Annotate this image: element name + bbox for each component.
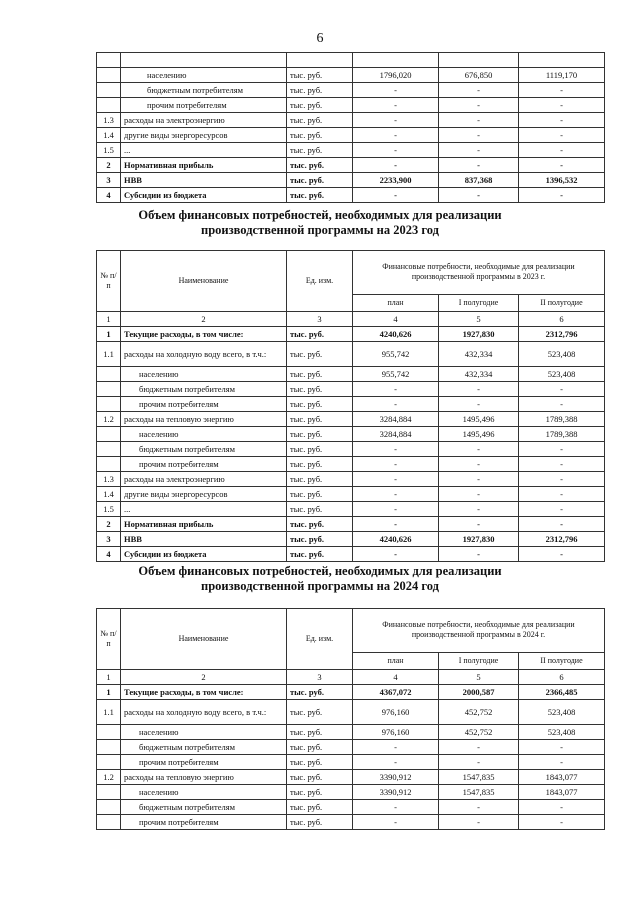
row-number-cell: 3 xyxy=(97,532,121,547)
row-half1-cell: 1495,496 xyxy=(439,427,519,442)
index-cell: 5 xyxy=(439,670,519,685)
row-half1-cell: 432,334 xyxy=(439,367,519,382)
row-number-cell xyxy=(97,755,121,770)
row-name-cell: прочим потребителям xyxy=(121,397,287,412)
row-unit-cell: тыс. руб. xyxy=(287,502,353,517)
row-number-cell xyxy=(97,442,121,457)
table-row xyxy=(97,158,605,173)
row-unit-cell: тыс. руб. xyxy=(287,83,353,98)
row-number-cell: 1.3 xyxy=(97,113,121,128)
row-number-cell: 1.5 xyxy=(97,143,121,158)
row-plan-cell: 4240,626 xyxy=(353,532,439,547)
row-name-cell: Текущие расходы, в том числе: xyxy=(121,685,287,700)
table-row xyxy=(97,547,605,562)
table-row xyxy=(97,457,605,472)
table-row xyxy=(97,502,605,517)
row-unit-cell: тыс. руб. xyxy=(287,412,353,427)
row-half2-cell: - xyxy=(519,397,605,412)
row-half1-cell: - xyxy=(439,188,519,203)
table-row xyxy=(97,342,605,367)
row-name-cell: прочим потребителям xyxy=(121,815,287,830)
row-number-cell: 2 xyxy=(97,158,121,173)
row-unit-cell: тыс. руб. xyxy=(287,770,353,785)
row-half2-cell: 2312,796 xyxy=(519,532,605,547)
row-half2-cell: 1843,077 xyxy=(519,770,605,785)
row-number-cell xyxy=(97,725,121,740)
row-plan-cell: - xyxy=(353,98,439,113)
row-plan-cell: 4240,626 xyxy=(353,327,439,342)
table-row xyxy=(97,427,605,442)
row-name-cell: расходы на тепловую энергию xyxy=(121,412,287,427)
row-half1-cell: 1495,496 xyxy=(439,412,519,427)
row-number-cell: 1 xyxy=(97,327,121,342)
row-name-cell: прочим потребителям xyxy=(121,98,287,113)
row-half1-cell: - xyxy=(439,397,519,412)
row-half1-cell: - xyxy=(439,382,519,397)
row-plan-cell: - xyxy=(353,547,439,562)
row-number-cell xyxy=(97,83,121,98)
index-cell: 4 xyxy=(353,312,439,327)
row-unit-cell: тыс. руб. xyxy=(287,785,353,800)
row-half2-cell: 1119,170 xyxy=(519,68,605,83)
row-number-cell: 3 xyxy=(97,173,121,188)
row-half2-cell: 523,408 xyxy=(519,700,605,725)
row-plan-cell: - xyxy=(353,397,439,412)
row-plan-cell: 4367,072 xyxy=(353,685,439,700)
row-name-cell: населению xyxy=(121,367,287,382)
row-name-cell: населению xyxy=(121,68,287,83)
row-unit-cell: тыс. руб. xyxy=(287,800,353,815)
row-number-cell: 1.5 xyxy=(97,502,121,517)
index-cell: 4 xyxy=(353,670,439,685)
row-unit-cell: тыс. руб. xyxy=(287,815,353,830)
row-name-cell: Нормативная прибыль xyxy=(121,158,287,173)
row-name-cell: бюджетным потребителям xyxy=(121,382,287,397)
row-half2-cell: - xyxy=(519,457,605,472)
row-half2-cell: - xyxy=(519,113,605,128)
row-plan-cell: - xyxy=(353,128,439,143)
row-half1-cell: - xyxy=(439,113,519,128)
index-cell: 6 xyxy=(519,312,605,327)
row-name-cell: прочим потребителям xyxy=(121,457,287,472)
row-name-cell: другие виды энергоресурсов xyxy=(121,128,287,143)
row-half1-cell: - xyxy=(439,472,519,487)
row-plan-cell: - xyxy=(353,83,439,98)
table-row xyxy=(97,472,605,487)
table-row xyxy=(97,755,605,770)
table-row xyxy=(97,397,605,412)
row-name-cell: бюджетным потребителям xyxy=(121,800,287,815)
row-number-cell xyxy=(97,740,121,755)
header-num: № п/п xyxy=(97,609,121,670)
header-half2: II полугодие xyxy=(519,294,605,311)
row-plan-cell: - xyxy=(353,457,439,472)
row-half1-cell: 432,334 xyxy=(439,342,519,367)
row-half1-cell: 452,752 xyxy=(439,725,519,740)
row-name-cell: расходы на электроэнергию xyxy=(121,113,287,128)
row-unit-cell: тыс. руб. xyxy=(287,128,353,143)
row-plan-cell: 976,160 xyxy=(353,725,439,740)
row-unit-cell: тыс. руб. xyxy=(287,397,353,412)
row-number-cell: 1.2 xyxy=(97,412,121,427)
row-unit-cell: тыс. руб. xyxy=(287,98,353,113)
row-half2-cell: 1789,388 xyxy=(519,427,605,442)
section-2023-title-line1: Объем финансовых потребностей, необходимых для реализации xyxy=(138,208,502,222)
row-name-cell: Текущие расходы, в том числе: xyxy=(121,327,287,342)
row-unit-cell: тыс. руб. xyxy=(287,68,353,83)
index-cell: 2 xyxy=(121,312,287,327)
table-row xyxy=(97,442,605,457)
row-unit-cell: тыс. руб. xyxy=(287,158,353,173)
row-unit-cell: тыс. руб. xyxy=(287,457,353,472)
table-row xyxy=(97,487,605,502)
header-half1: I полугодие xyxy=(439,652,519,669)
row-half1-cell: - xyxy=(439,457,519,472)
table-row xyxy=(97,800,605,815)
index-cell: 3 xyxy=(287,670,353,685)
row-unit-cell: тыс. руб. xyxy=(287,188,353,203)
row-half2-cell: - xyxy=(519,547,605,562)
row-half1-cell: - xyxy=(439,815,519,830)
row-half2-cell: - xyxy=(519,143,605,158)
row-number-cell: 1.3 xyxy=(97,472,121,487)
row-unit-cell: тыс. руб. xyxy=(287,367,353,382)
row-half1-cell: - xyxy=(439,128,519,143)
section-2023-title-line2: производственной программы на 2023 год xyxy=(201,223,439,237)
row-plan-cell: 1796,020 xyxy=(353,68,439,83)
row-number-cell xyxy=(97,800,121,815)
table-row xyxy=(97,815,605,830)
row-unit-cell: тыс. руб. xyxy=(287,143,353,158)
table-row xyxy=(97,188,605,203)
row-half2-cell: - xyxy=(519,800,605,815)
row-half2-cell: 1843,077 xyxy=(519,785,605,800)
row-half2-cell: - xyxy=(519,755,605,770)
row-unit-cell: тыс. руб. xyxy=(287,342,353,367)
row-unit-cell: тыс. руб. xyxy=(287,685,353,700)
row-number-cell: 4 xyxy=(97,188,121,203)
row-unit-cell: тыс. руб. xyxy=(287,327,353,342)
table-row xyxy=(97,367,605,382)
row-half1-cell: 452,752 xyxy=(439,700,519,725)
row-name-cell: ... xyxy=(121,502,287,517)
row-half1-cell: 676,850 xyxy=(439,68,519,83)
row-name-cell: Нормативная прибыль xyxy=(121,517,287,532)
row-name-cell: бюджетным потребителям xyxy=(121,442,287,457)
header-half2: II полугодие xyxy=(519,652,605,669)
row-name-cell: расходы на тепловую энергию xyxy=(121,770,287,785)
header-plan: план xyxy=(353,294,439,311)
table-row xyxy=(97,68,605,83)
row-plan-cell: - xyxy=(353,740,439,755)
row-half2-cell: - xyxy=(519,740,605,755)
table-row xyxy=(97,143,605,158)
header-num: № п/п xyxy=(97,251,121,312)
row-name-cell: населению xyxy=(121,785,287,800)
table-2022-continuation xyxy=(96,52,605,203)
header-plan: план xyxy=(353,652,439,669)
row-half1-cell: - xyxy=(439,83,519,98)
row-plan-cell: 2233,900 xyxy=(353,173,439,188)
row-unit-cell: тыс. руб. xyxy=(287,755,353,770)
table-row xyxy=(97,83,605,98)
row-plan-cell: - xyxy=(353,158,439,173)
row-number-cell xyxy=(97,457,121,472)
row-plan-cell: 3284,884 xyxy=(353,412,439,427)
row-half1-cell: 837,368 xyxy=(439,173,519,188)
row-unit-cell: тыс. руб. xyxy=(287,517,353,532)
header-name: Наименование xyxy=(121,251,287,312)
row-half1-cell: - xyxy=(439,547,519,562)
row-unit-cell: тыс. руб. xyxy=(287,487,353,502)
row-name-cell: населению xyxy=(121,427,287,442)
row-number-cell xyxy=(97,367,121,382)
row-half2-cell: - xyxy=(519,382,605,397)
row-name-cell: прочим потребителям xyxy=(121,755,287,770)
row-name-cell: расходы на электроэнергию xyxy=(121,472,287,487)
row-half2-cell: - xyxy=(519,442,605,457)
index-cell: 3 xyxy=(287,312,353,327)
index-cell: 1 xyxy=(97,312,121,327)
row-plan-cell: 3390,912 xyxy=(353,770,439,785)
table-row xyxy=(97,128,605,143)
row-half2-cell: - xyxy=(519,98,605,113)
table-row xyxy=(97,327,605,342)
row-plan-cell: - xyxy=(353,442,439,457)
header-finance: Финансовые потребности, необходимые для реализации производственной программы в 2023 г. xyxy=(353,251,605,295)
table-row xyxy=(97,700,605,725)
table-row xyxy=(97,412,605,427)
index-cell: 2 xyxy=(121,670,287,685)
row-name-cell: ... xyxy=(121,143,287,158)
row-number-cell: 1.2 xyxy=(97,770,121,785)
row-half1-cell: - xyxy=(439,98,519,113)
row-plan-cell: - xyxy=(353,517,439,532)
row-unit-cell: тыс. руб. xyxy=(287,700,353,725)
row-half1-cell: - xyxy=(439,442,519,457)
row-half2-cell: - xyxy=(519,83,605,98)
row-half1-cell: - xyxy=(439,800,519,815)
index-cell: 5 xyxy=(439,312,519,327)
row-plan-cell: - xyxy=(353,800,439,815)
row-name-cell: НВВ xyxy=(121,532,287,547)
row-half2-cell: - xyxy=(519,188,605,203)
row-half1-cell: - xyxy=(439,755,519,770)
row-name-cell: бюджетным потребителям xyxy=(121,740,287,755)
section-2024-title-line2: производственной программы на 2024 год xyxy=(201,579,439,593)
row-plan-cell: - xyxy=(353,472,439,487)
table-row xyxy=(97,685,605,700)
table-row xyxy=(97,785,605,800)
row-name-cell: расходы на холодную воду всего, в т.ч.: xyxy=(121,342,287,367)
row-unit-cell: тыс. руб. xyxy=(287,472,353,487)
row-name-cell: населению xyxy=(121,725,287,740)
row-half2-cell: 523,408 xyxy=(519,342,605,367)
index-cell: 1 xyxy=(97,670,121,685)
row-number-cell xyxy=(97,68,121,83)
row-half1-cell: 2000,587 xyxy=(439,685,519,700)
row-plan-cell: - xyxy=(353,502,439,517)
table-row xyxy=(97,532,605,547)
row-half2-cell: 523,408 xyxy=(519,725,605,740)
header-unit: Ед. изм. xyxy=(287,609,353,670)
row-number-cell xyxy=(97,815,121,830)
row-plan-cell: - xyxy=(353,487,439,502)
row-half2-cell: 2312,796 xyxy=(519,327,605,342)
row-half2-cell: 2366,485 xyxy=(519,685,605,700)
row-half2-cell: - xyxy=(519,472,605,487)
row-unit-cell: тыс. руб. xyxy=(287,442,353,457)
table-row xyxy=(97,770,605,785)
row-name-cell: расходы на холодную воду всего, в т.ч.: xyxy=(121,700,287,725)
row-name-cell: другие виды энергоресурсов xyxy=(121,487,287,502)
table-top-border-row xyxy=(97,53,605,68)
row-unit-cell: тыс. руб. xyxy=(287,427,353,442)
header-finance: Финансовые потребности, необходимые для реализации производственной программы в 2024 г. xyxy=(353,609,605,653)
table-row xyxy=(97,173,605,188)
row-number-cell xyxy=(97,98,121,113)
row-unit-cell: тыс. руб. xyxy=(287,382,353,397)
row-plan-cell: 955,742 xyxy=(353,342,439,367)
row-name-cell: НВВ xyxy=(121,173,287,188)
section-2024-title-line1: Объем финансовых потребностей, необходимых для реализации xyxy=(138,564,502,578)
row-plan-cell: - xyxy=(353,815,439,830)
row-number-cell: 2 xyxy=(97,517,121,532)
row-unit-cell: тыс. руб. xyxy=(287,547,353,562)
row-half2-cell: 1396,532 xyxy=(519,173,605,188)
row-half1-cell: - xyxy=(439,740,519,755)
row-half1-cell: 1927,830 xyxy=(439,327,519,342)
row-unit-cell: тыс. руб. xyxy=(287,740,353,755)
table-row xyxy=(97,98,605,113)
table-2023 xyxy=(96,250,605,562)
row-number-cell xyxy=(97,427,121,442)
row-name-cell: Субсидии из бюджета xyxy=(121,188,287,203)
row-half1-cell: 1547,835 xyxy=(439,785,519,800)
section-2023-title xyxy=(0,208,640,238)
row-number-cell: 4 xyxy=(97,547,121,562)
row-unit-cell: тыс. руб. xyxy=(287,173,353,188)
row-half2-cell: - xyxy=(519,128,605,143)
row-half2-cell: - xyxy=(519,487,605,502)
table-row xyxy=(97,725,605,740)
row-number-cell xyxy=(97,785,121,800)
row-plan-cell: - xyxy=(353,382,439,397)
row-plan-cell: 3390,912 xyxy=(353,785,439,800)
table-2024 xyxy=(96,608,605,830)
page-number: 6 xyxy=(316,31,324,46)
table-row xyxy=(97,382,605,397)
section-2024-title xyxy=(0,564,640,594)
row-plan-cell: 955,742 xyxy=(353,367,439,382)
row-number-cell: 1 xyxy=(97,685,121,700)
row-number-cell: 1.1 xyxy=(97,700,121,725)
row-number-cell xyxy=(97,382,121,397)
row-half2-cell: - xyxy=(519,517,605,532)
row-number-cell: 1.4 xyxy=(97,487,121,502)
row-half1-cell: - xyxy=(439,158,519,173)
row-half1-cell: - xyxy=(439,143,519,158)
row-unit-cell: тыс. руб. xyxy=(287,532,353,547)
index-cell: 6 xyxy=(519,670,605,685)
header-name: Наименование xyxy=(121,609,287,670)
row-unit-cell: тыс. руб. xyxy=(287,725,353,740)
row-plan-cell: 976,160 xyxy=(353,700,439,725)
header-unit: Ед. изм. xyxy=(287,251,353,312)
row-plan-cell: 3284,884 xyxy=(353,427,439,442)
row-unit-cell: тыс. руб. xyxy=(287,113,353,128)
row-number-cell: 1.1 xyxy=(97,342,121,367)
row-number-cell: 1.4 xyxy=(97,128,121,143)
row-plan-cell: - xyxy=(353,143,439,158)
row-half2-cell: 1789,388 xyxy=(519,412,605,427)
row-name-cell: бюджетным потребителям xyxy=(121,83,287,98)
row-half2-cell: - xyxy=(519,815,605,830)
row-number-cell xyxy=(97,397,121,412)
row-plan-cell: - xyxy=(353,113,439,128)
row-half2-cell: 523,408 xyxy=(519,367,605,382)
row-half1-cell: - xyxy=(439,502,519,517)
table-row xyxy=(97,517,605,532)
row-half2-cell: - xyxy=(519,502,605,517)
row-half1-cell: 1927,830 xyxy=(439,532,519,547)
row-plan-cell: - xyxy=(353,188,439,203)
row-half1-cell: - xyxy=(439,517,519,532)
table-row xyxy=(97,740,605,755)
row-name-cell: Субсидии из бюджета xyxy=(121,547,287,562)
header-half1: I полугодие xyxy=(439,294,519,311)
row-plan-cell: - xyxy=(353,755,439,770)
row-half1-cell: 1547,835 xyxy=(439,770,519,785)
row-half2-cell: - xyxy=(519,158,605,173)
row-half1-cell: - xyxy=(439,487,519,502)
table-row xyxy=(97,113,605,128)
